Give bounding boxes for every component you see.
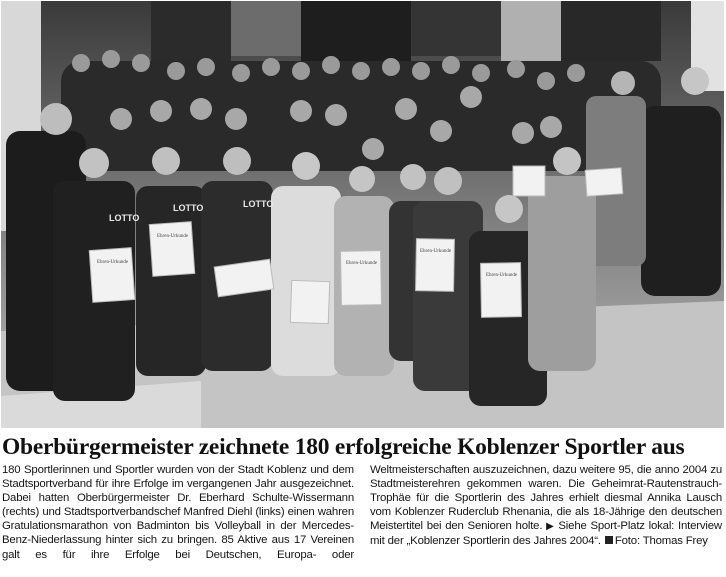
certificate-header: Ehren-Urkunde — [157, 234, 189, 239]
photo-credit: Foto: Thomas Frey — [614, 535, 708, 548]
certificate-header: Ehren-Urkunde — [486, 273, 518, 278]
shirt-sponsor-mark: LOTTO — [243, 199, 274, 209]
certificate-header: Ehren-Urkunde — [97, 260, 129, 265]
certificate-header: Ehren-Urkunde — [420, 249, 452, 254]
certificate-header: Ehren-Urkunde — [346, 261, 378, 266]
group-photo — [1, 1, 724, 428]
square-bullet-icon — [605, 536, 613, 544]
arrow-icon: ▶ — [546, 521, 555, 533]
shirt-sponsor-mark: LOTTO — [109, 213, 140, 223]
article-headline: Oberbürgermeister zeichnete 180 erfolgreiche Koblenzer Sportler aus — [2, 434, 685, 460]
shirt-sponsor-mark: LOTTO — [173, 203, 204, 213]
article-body — [2, 463, 722, 575]
article-text: 180 Sportlerinnen und Sportler wurden von der Stadt Koblenz und dem Stadtsportverband für ihre Erfolge im vergangenen Jahr ausgezeichnet. Dabei hatten Oberbürgermeister Dr. Eberhard Schulte-Wissermann (rechts) und Stadtsportverbandschef Manfred Diehl (links) einen wahren Gratulationsmarathon von Badminton bis Volleyball in der Mercedes-Benz-Niederlassung hinter sich zu bringen. 85 Aktive aus 17 Vereinen galt es für ihre Erfolge bei Deutschen, Europa- oder Weltmeisterschaften auszuzeichnen, dazu weitere 95, die anno 2004 zu Stadtmeisterehren gekommen waren. Die Geheimrat-Rautenstrauch-Trophäe für die Sportlerin des Jahres erhielt diesmal Annika Lausch vom Koblenzer Ruderclub Rhenania, die als 18-Jährige den deutschen Meistertitel bei den Senioren holte. — [2, 464, 722, 561]
article-paragraph — [2, 463, 722, 562]
teaser-text: Siehe Sport-Platz lokal: Interview mit der „Koblenzer Sportlerin des Jahres 2004“. — [370, 520, 722, 548]
